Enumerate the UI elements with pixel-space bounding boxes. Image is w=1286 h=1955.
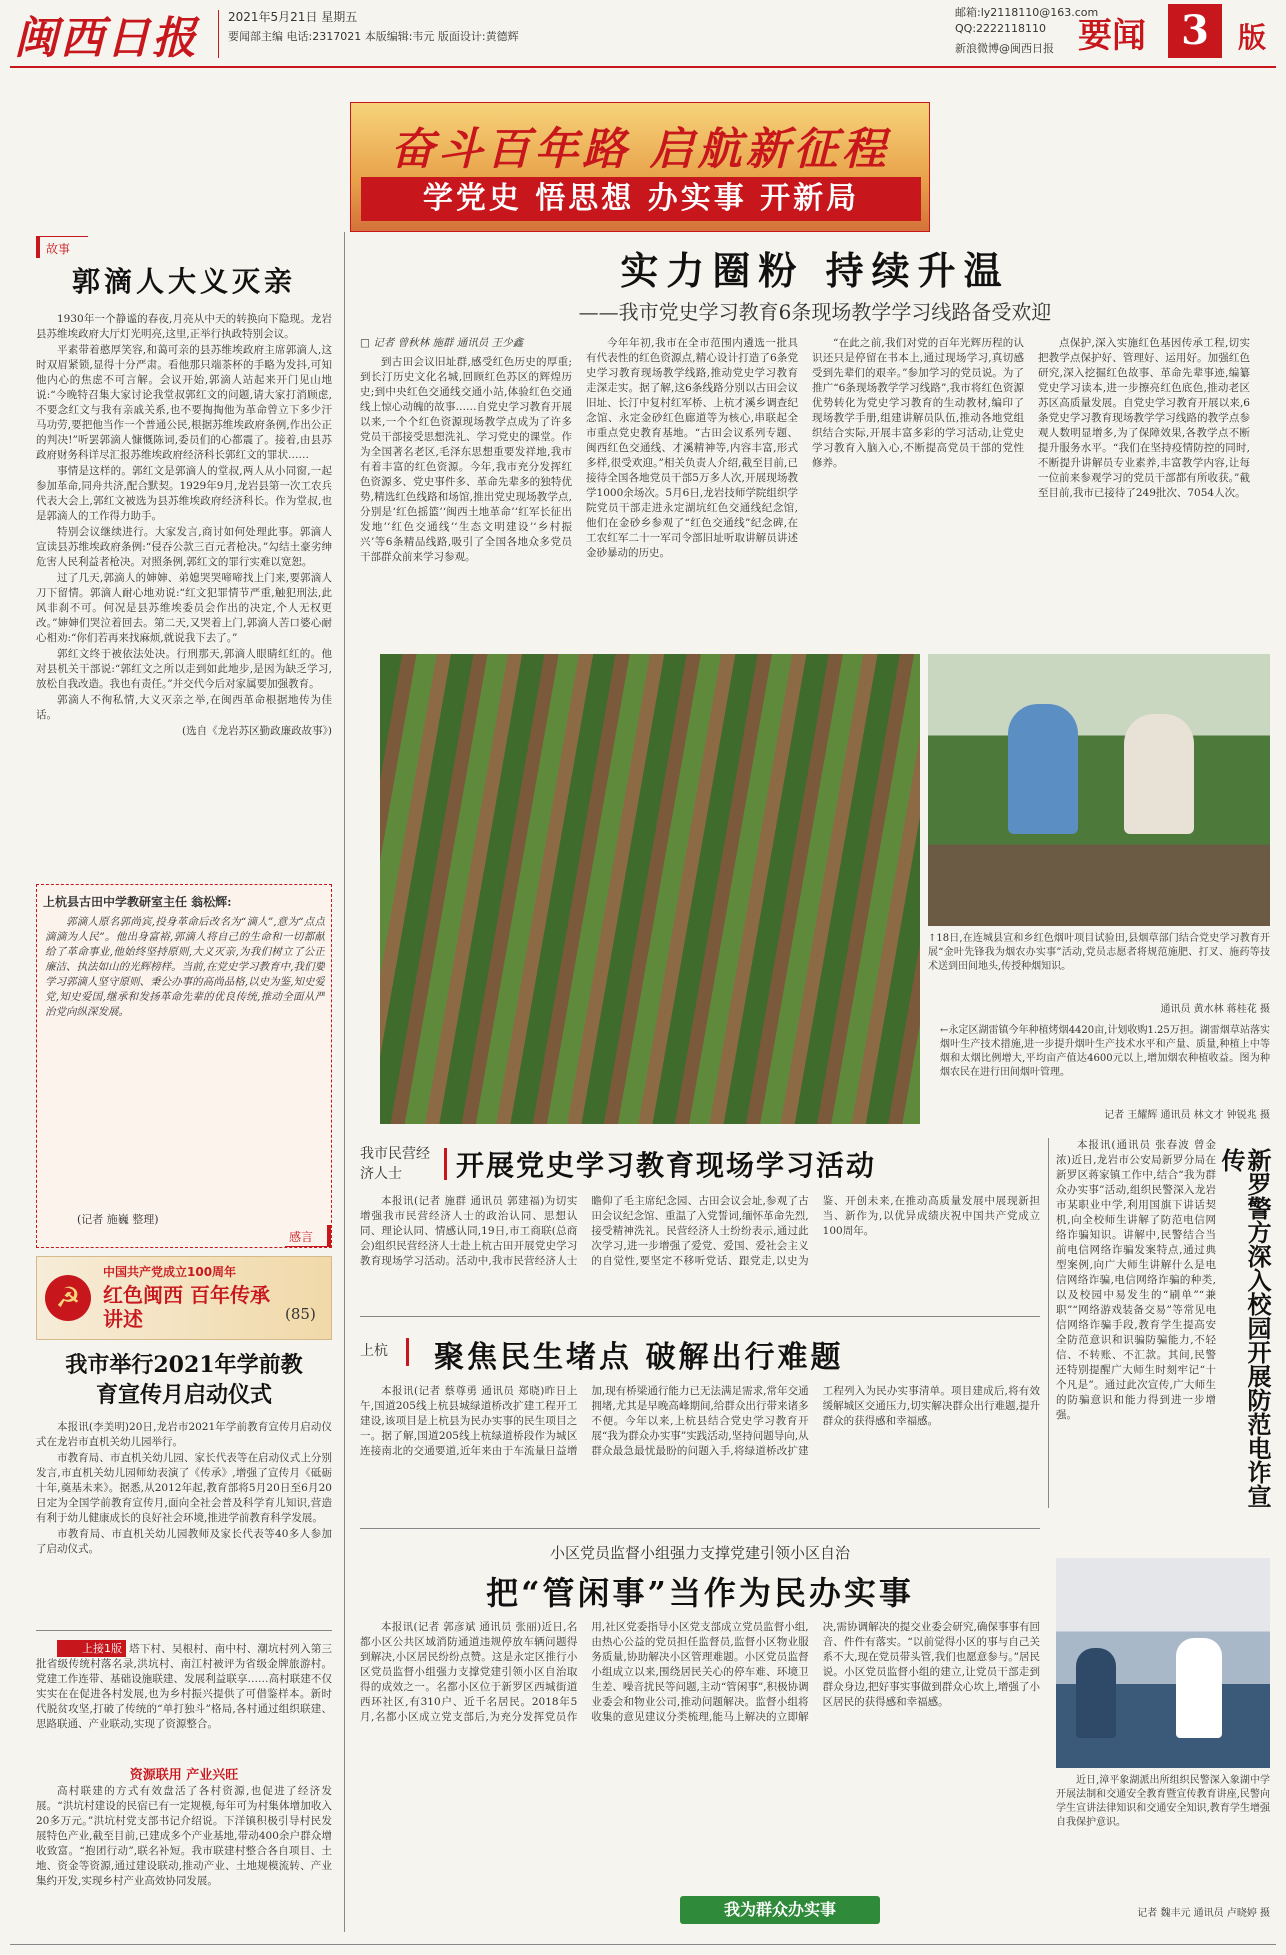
paragraph: 本报讯(记者 郭彦斌 通讯员 张丽)近日,名都小区公共区域消防通道违规停放车辆问题得到解决,小区居民纷纷点赞。这是永定区推行小区党员监督小组强力支撑党建引领小区自治取得的成效之一。名都小区位于新罗区西城街道西环社区,有310户、近千名居民。2018年5月,名都小区成立党支部后,为充分发挥党员作用,社区党委指导小区党支部成立党员监督小组,由热心公益的党员担任监督员,监督小区物业服务质量,协助解决小区管理难题。小区党员监督小组成立以来,围绕居民关心的停车难、环境卫生差、噪音扰民等问题,主动“管闲事”,积极协调业委会和物业公司,推动问题解决。监督小组将收集的意见建议分类梳理,能马上解决的立即解决,需协调解决的提交业委会研究,确保事事有回音、件件有落实。“以前觉得小区的事与自己关系不大,现在党员带头管,我们也愿意参与。”居民说。小区党员监督小组的建立,让党员干部走到群众身边,把好事实事做到群众心坎上,增强了小区居民的获得感和幸福感。 xyxy=(360,1621,1040,1723)
comment-tag: 感言 xyxy=(285,1225,331,1247)
story-kicker: 小区党员监督小组强力支撑党建引领小区自治 xyxy=(549,1544,850,1562)
story-traffic xyxy=(360,1324,1040,1524)
story-body xyxy=(36,312,332,878)
story-kicker: 上杭 xyxy=(360,1343,388,1359)
contact-email: 邮箱:ly2118110@163.com xyxy=(955,6,1099,19)
paragraph: 平素带着憨厚笑容,和蔼可亲的县苏维埃政府主席郭滴人,这时双眉紧锁,显得十分严肃。看他那只端茶杯的手略为发抖,可知他内心的焦虑不可言解。会议开始,郭滴人站起来开门见山地说:“今晚特召集大家讨论我堂叔郭红文的问题,请大家打消顾虑,不要念红文与我有亲戚关系,也不要掏掏他为革命曾立下多少汗马功劳,要把他当作一个普通公民,根据苏维埃政府条例,作出公正的判决!”听罢郭滴人慷慨陈词,委员们的心都震了。接着,由县苏政府财务科详尽汇报苏维埃政府经济科长郭红文的罪状…… xyxy=(36,344,332,461)
column-banner xyxy=(36,1256,332,1340)
story-body xyxy=(36,1420,332,1620)
story-body xyxy=(360,1384,1040,1524)
paragraph: 过了几天,郭滴人的婶婶、弟媳哭哭啼啼找上门来,要郭滴人刀下留情。郭滴人耐心地劝说:“红文犯罪情节严重,触犯刑法,此风非刹不可。何况是县苏维埃委员会作出的决定,个人无权更改。”婶婶们哭泣着回去。第二天,又哭着上门,郭滴人苦口婆心耐心相劝:“你们若再来找麻烦,就说我下去了。” xyxy=(36,572,332,644)
paragraph: 事情是这样的。郭红文是郭滴人的堂叔,两人从小同窗,一起参加革命,同舟共济,配合默契。1929年9月,龙岩县第一次工农兵代表大会上,郭红文被选为县苏维埃政府经济科长。作为堂叔,也是郭滴人的工作得力助手。 xyxy=(36,465,332,522)
story-village-linkage xyxy=(36,1636,332,1936)
caption-text: ←永定区湖雷镇今年种植烤烟4420亩,计划收购1.25万担。湖雷烟草站落实烟叶生产技术措施,进一步提升烟叶生产技术水平和产量、质量,种植上中等烟和太烟比例增大,平均亩产值达4600元以上,增加烟农种植收益。图为种烟农民在进行田间烟叶管理。 xyxy=(940,1025,1270,1078)
party-emblem-icon: ☭ xyxy=(45,1275,91,1321)
lead-subtitle: ——我市党史学习教育6条现场教学学习线路备受欢迎 xyxy=(578,300,1052,324)
story-private-economy xyxy=(360,1138,1040,1318)
newspaper-logo: 闽西日报 xyxy=(14,13,198,64)
paragraph: 1930年一个静谧的春夜,月亮从中天的转换向下隐现。龙岩县苏维埃政府大厅灯光明亮,这里,正举行执政特别会议。 xyxy=(36,313,332,340)
lead-col-4 xyxy=(1038,336,1250,656)
story-title: 郭滴人大义灭亲 xyxy=(71,265,296,298)
reader-comment-box xyxy=(36,884,332,1248)
story-tag: 故事 xyxy=(36,236,88,258)
police-school-photo xyxy=(1056,1558,1270,1768)
issue-date: 2021年5月21日 星期五 xyxy=(228,10,358,24)
photo-caption xyxy=(928,932,1270,998)
story-body xyxy=(1056,1138,1216,1538)
story-kicker-vertical: 新罗警方深入校园开展防范电诈宣传 xyxy=(1217,1148,1272,1508)
column-number: (85) xyxy=(285,1305,316,1323)
paragraph: 今年年初,我市在全市范围内遴选一批具有代表性的红色资源点,精心设计打造了6条党史学习教育现场教学线路,推动党史学习教育走深走实。据了解,这6条线路分别以古田会议旧址、长汀中复村红军桥、上杭才溪乡调查纪念馆、永定金砂红色廊道等为核心,串联起全市重点党史教育基地。“古田会议系列专题、闽西红色交通线、才溪精神等,内容丰富,形式多样,很受欢迎。”相关负责人介绍,截至目前,已接待全国各地党员干部5万多人次,开展现场教学1000余场次。5月6日,龙岩技师学院组织学院党员干部走进永定湖坑红色交通线纪念馆,他们在金砂乡参观了“红色交通线”纪念碑,在工农红军二十一军司令部旧址听取讲解员讲述金砂暴动的历史。 xyxy=(586,337,798,559)
story-kicker: 我市民营经济人士 xyxy=(360,1146,430,1182)
paragraph: 特别会议继续进行。大家发言,商讨如何处理此事。郭滴人宣读县苏维埃政府条例:“侵吞公款三百元者枪决。”勾结土豪劣绅危害人民利益者枪决。对照条例,郭红文的罪行实难以宽恕。 xyxy=(36,526,332,568)
caption-text: 近日,漳平象湖派出所组织民警深入象湖中学开展法制和交通安全教育暨宣传教育讲座,民警向学生宣讲法律知识和交通安全知识,教育学生增强自我保护意识。 xyxy=(1056,1775,1270,1828)
comment-title: 上杭县古田中学教研室主任 翁松辉: xyxy=(43,895,232,909)
lead-title: 实力圈粉 持续升温 xyxy=(620,248,1010,293)
farmers-photo xyxy=(928,654,1270,926)
caption-text: ↑18日,在连城县宣和乡红色烟叶项目试验田,县烟草部门结合党史学习教育开展“金叶先锋我为烟农办实事”活动,党员志愿者将规范施肥、打叉、施药等技术送到田间地头,传授种烟知识。 xyxy=(928,933,1270,972)
photo-caption xyxy=(1056,1774,1270,1900)
lead-byline-col xyxy=(360,336,572,656)
paragraph: 郭滴人不徇私情,大义灭亲之举,在闽西革命根据地传为佳话。 xyxy=(36,694,332,721)
banner-subtitle: 学党史 悟思想 办实事 开新局 xyxy=(361,177,921,221)
editor-line: 要闻部主编 电话:2317021 本版编辑:韦元 版面设计:黄德辉 xyxy=(228,30,519,43)
paragraph: 本报讯(记者 施群 通讯员 郭建福)为切实增强我市民营经济人士的政治认同、思想认同、理论认同、情感认同,19日,市工商联(总商会)组织民营经济人士赴上杭古田开展党史学习教育现场学习活动。活动中,我市民营经济人士瞻仰了毛主席纪念园、古田会议会址,参观了古田会议纪念馆、重温了入党誓词,缅怀革命先烈,接受精神洗礼。民营经济人士纷纷表示,通过此次学习,进一步增强了爱党、爱国、爱社会主义的自觉性,要坚定不移听党话、跟党走,以史为鉴、开创未来,在推动高质量发展中展现新担当、新作为,以优异成绩庆祝中国共产党成立100周年。 xyxy=(360,1195,1040,1267)
tobacco-field-photo xyxy=(380,654,920,1124)
masthead xyxy=(0,0,1286,74)
comment-body xyxy=(45,915,325,1205)
paragraph: “在此之前,我们对党的百年光辉历程的认识还只是停留在书本上,通过现场学习,真切感受到先辈们的艰辛。”参加学习的党员说。为了推广“6条现场教学学习线路”,我市将红色资源优势转化为党史学习教育的生动教材,编印了现场教学手册,组建讲解员队伍,推动各地党组织结合实际,开展丰富多彩的学习活动,让党史学习教育入脑入心,不断提高党员干部的党性修养。 xyxy=(812,337,1024,469)
story-body xyxy=(360,1194,1040,1314)
source-note: (选自《龙岩苏区勤政廉政故事》) xyxy=(182,725,332,737)
photo-credit: 通讯员 黄水林 蒋桂花 摄 xyxy=(1160,1004,1270,1015)
page-suffix: 版 xyxy=(1238,21,1267,54)
paragraph: 点保护,深入实施红色基因传承工程,切实把教学点保护好、管理好、运用好。加强红色研究,深入挖掘红色故事、革命先辈事迹,编纂党史学习读本,进一步擦亮红色底色,推动老区苏区高质量发展。自党史学习教育开展以来,6条党史学习教育现场教学学习线路的教学点参观人数明显增多,为了保障效果,各教学点不断提升服务水平。“我们在坚持疫情防控的同时,不断提升讲解员专业素养,丰富教学内容,让每一位前来参观学习的党员干部都有所收获。”截至目前,我市已接待了249批次、7054人次。 xyxy=(1038,337,1250,499)
lead-story xyxy=(360,240,1270,660)
paragraph: 市教育局、市直机关幼儿园、家长代表等在启动仪式上分别发言,市直机关幼儿园师幼表演了《传承》,增强了宣传月《砥砺十年,奠基未来》。据悉,从2012年起,教育部将5月20日至6月20日定为全国学前教育宣传月,面向全社会普及科学育儿知识,营造有利于幼儿健康成长的良好社会环境,推进学前教育科学发展。 xyxy=(36,1452,332,1524)
story-title: 把“管闲事”当作为民办实事 xyxy=(486,1574,914,1612)
lead-col-3 xyxy=(812,336,1024,656)
paragraph: 塔下村、吴根村、南中村、潮坑村列入第三批省级传统村落名录,洪坑村、南江村被评为省级金牌旅游村。党建工作连带、基础设施联建、发展利益联享……高村联建不仅实实在在促进各村发展,也为乡村振兴提供了可借鉴样本。新时代脱贫攻坚,打破了传统的“单打独斗”格局,各村通过组织联建、思路联通、产业联动,实现了资源整合。 xyxy=(36,1643,332,1730)
paragraph: 本报讯(记者 蔡尊勇 通讯员 郑晓)昨日上午,国道205线上杭县城绿道桥改扩建工程开工建设,该项目是上杭县为民办实事的民生项目之一。据了解,国道205线上杭绿道桥段作为城区连接南北的交通要道,近年来由于车流量日益增加,现有桥梁通行能力已无法满足需求,常年交通拥堵,尤其是早晚高峰期间,给群众出行带来诸多不便。今年以来,上杭县结合党史学习教育开展“我为群众办实事”实践活动,坚持问题导向,从群众最急最忧最盼的问题入手,将绿道桥改扩建工程列入为民办实事清单。项目建成后,将有效缓解城区交通压力,切实解决群众出行难题,提升群众的获得感和幸福感。 xyxy=(360,1385,1040,1457)
paragraph: 市教育局、市直机关幼儿园教师及家长代表等40多人参加了启动仪式。 xyxy=(36,1528,332,1555)
story-body-2 xyxy=(36,1784,332,1932)
story-body xyxy=(360,1620,1040,1880)
contact-weibo: 新浪微博@闽西日报 xyxy=(955,42,1054,55)
paragraph: 本报讯(通讯员 张春波 曾金浓)近日,龙岩市公安局新罗分局在新罗区蒋家镇工作中,结合“我为群众办实事”活动,组织民警深入龙岩市某职业中学,利用国旗下讲话契机,向全校师生讲解了防范电信网络诈骗知识。讲解中,民警结合当前电信网络诈骗发案特点,通过典型案例,向广大师生讲解什么是电信网络诈骗,电信网络诈骗的种类,以及校园中易发生的“刷单”“兼职”“网络游戏装备交易”等常见电信网络诈骗手段,教育学生提高安全防范意识和识骗防骗能力,不轻信、不转账、不汇款。其间,民警还特别提醒广大师生时刻牢记“十个凡是”。通过此次宣传,广大师生的防骗意识和能力得到进一步增强。 xyxy=(1056,1139,1216,1421)
story-community xyxy=(360,1536,1040,1936)
story-title: 聚焦民生堵点 破解出行难题 xyxy=(434,1340,844,1375)
paragraph: 到古田会议旧址群,感受红色历史的厚重;到长汀历史文化名城,回顾红色苏区的辉煌历史;到中央红色交通线交通小站,体验红色交通线上惊心动魄的故事……自党史学习教育开展以来,一个个红色资源现场教学点成为了许多党员干部接受思想洗礼、学习党史的课堂。作为全国著名老区,毛泽东思想重要发祥地,我市有着丰富的红色资源。今年,我市充分发挥红色资源多、党史事件多、革命先辈多的独特优势,精选红色线路和场馆,推出党史现场教学点,分别是‘红色摇篮’‘闽西土地革命’‘红军长征出发地’‘红色交通线’‘生态文明建设’‘乡村振兴’等6条精品线路,吸引了全国各地众多党员干部群众前来学习参观。 xyxy=(360,356,572,563)
comment-credit: (记者 施巍 整理) xyxy=(77,1213,159,1226)
story-guo-diren xyxy=(36,232,332,882)
photo-credit-2: 记者 王耀辉 通讯员 林文才 钟锐兆 摄 xyxy=(1104,1110,1270,1121)
story-title: 我市举行2021年学前教育宣传月启动仪式 xyxy=(65,1352,303,1408)
story-subhead: 资源联用 产业兴旺 xyxy=(129,1768,239,1783)
lead-col-2 xyxy=(586,336,798,656)
comment-text: 郭滴人原名郭尚宾,投身革命后改名为“滴人”,意为“点点滴滴为人民”。他出身富裕,郭滴人将自己的生命和一切都献给了革命事业,他始终坚持原则,大义灭亲,为我们树立了公正廉洁、执法如山的光辉榜样。当前,在党史学习教育中,我们要学习郭滴人坚守原则、秉公办事的高尚品格,以史为鉴,知史爱党,知史爱国,继承和发扬革命先辈的优良传统,推动全面从严治党向纵深发展。 xyxy=(45,916,325,1018)
continued-tag: 上接1版 xyxy=(57,1640,126,1657)
section-name: 要闻 xyxy=(1078,16,1146,56)
service-badge xyxy=(680,1896,880,1924)
story-anti-fraud xyxy=(1056,1138,1270,1928)
story-preschool xyxy=(36,1350,332,1630)
theme-banner xyxy=(350,102,930,232)
story-body xyxy=(36,1640,332,1760)
lead-byline: □ 记者 曾秋林 施群 通讯员 王少鑫 xyxy=(360,337,524,349)
column-name: 红色闽西 百年传承讲述 xyxy=(103,1283,270,1331)
photo-credit: 记者 魏丰元 通讯员 卢晓婷 摄 xyxy=(1137,1908,1270,1919)
story-title: 开展党史学习教育现场学习活动 xyxy=(456,1149,877,1182)
photo-block xyxy=(380,654,1270,1124)
paragraph: 本报讯(李美明)20日,龙岩市2021年学前教育宣传月启动仪式在龙岩市直机关幼儿园举行。 xyxy=(36,1421,332,1448)
photo-caption-2 xyxy=(940,1024,1270,1104)
page-number: 3 xyxy=(1168,4,1222,58)
banner-title: 奋斗百年路 启航新征程 xyxy=(390,124,890,175)
badge-label: 我为群众办实事 xyxy=(723,1900,836,1919)
paragraph: 郭红文终于被依法处决。行刑那天,郭滴人眼睛红红的。他对县机关干部说:“郭红文之所以走到如此地步,是因为缺乏学习,放松自我改造。我也有责任。”并交代今后对家属要加强教育。 xyxy=(36,648,332,690)
paragraph: 高村联建的方式有效盘活了各村资源,也促进了经济发展。“洪坑村建设的民宿已有一定规模,每年可为村集体增加收入20多万元。”洪坑村党支部书记介绍说。下洋镇积极引导村民发展特色产业,截至目前,已建成多个产业基地,带动400余户群众增收致富。“抱团行动”,联名补短。我市联建村整合各自项目、土地、资金等资源,通过建设联动,推动产业、土地规模流转、产业集约开发,实现乡村产业高效协同发展。 xyxy=(36,1785,332,1887)
column-title: 中国共产党成立100周年 xyxy=(103,1265,237,1279)
contact-qq: QQ:2222118110 xyxy=(955,22,1047,35)
